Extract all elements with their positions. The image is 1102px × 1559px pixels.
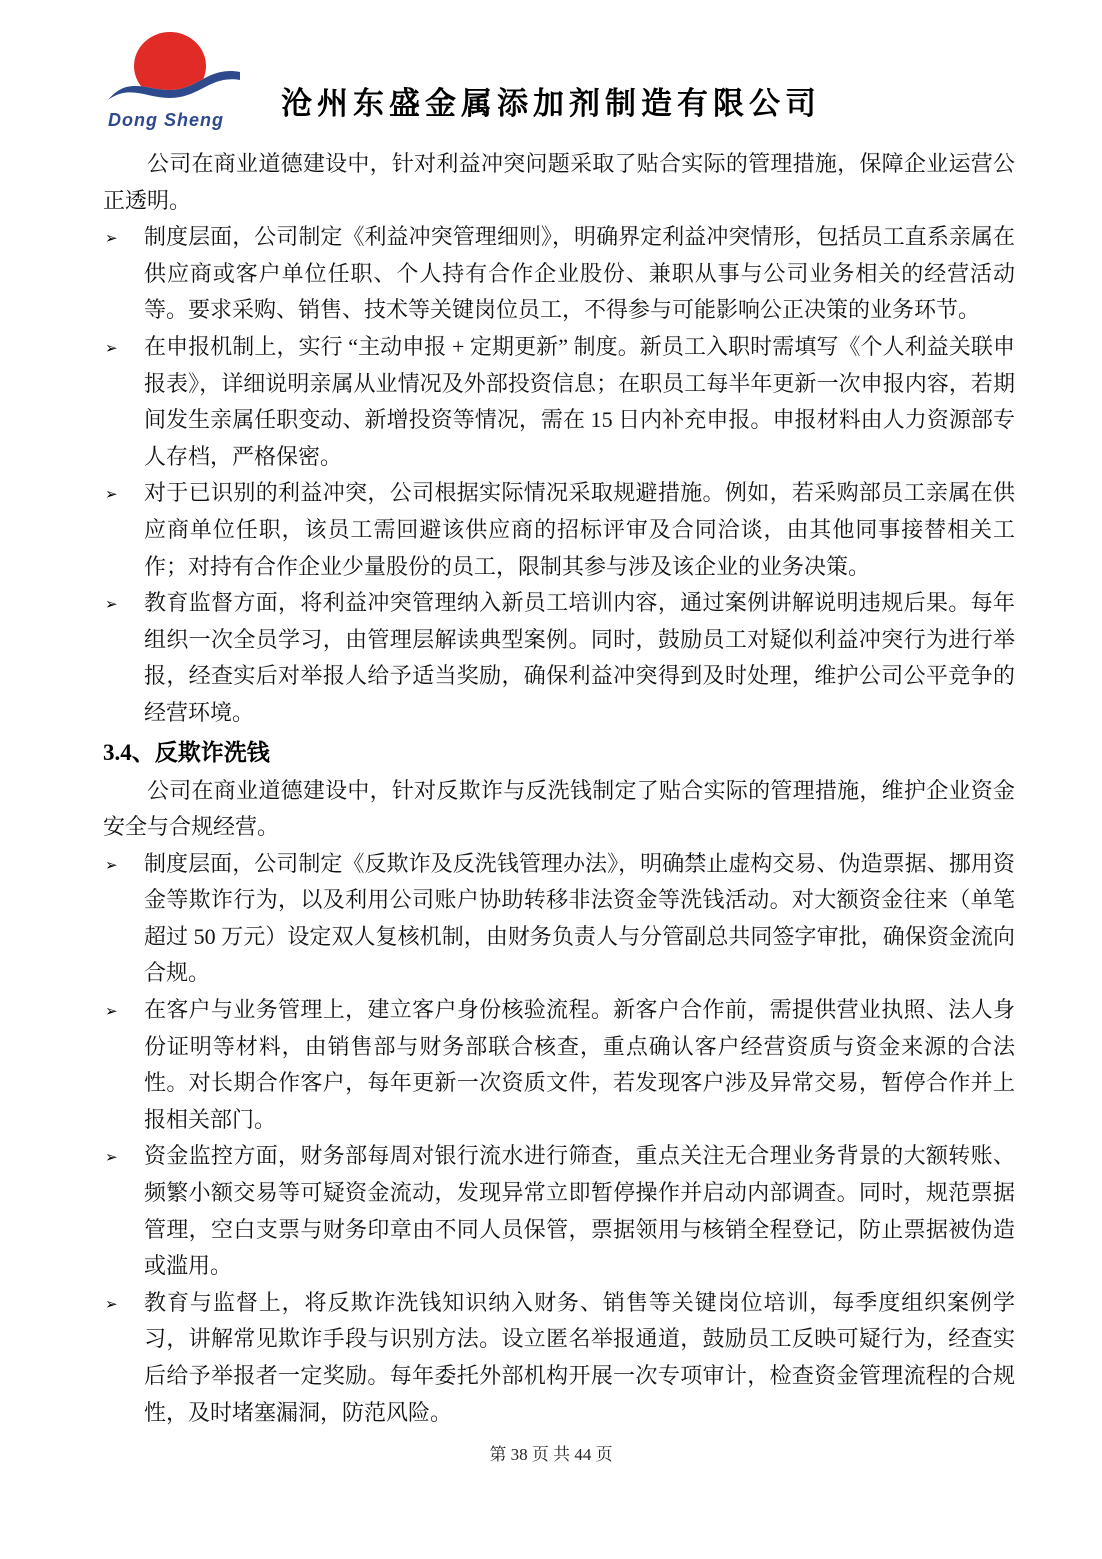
list-item [103, 1138, 1015, 1284]
arrow-bullet-icon: ➢ [105, 1148, 118, 1167]
list-item [103, 329, 1015, 475]
conflict-bullet-list [103, 219, 1015, 731]
bullet-text: 在申报机制上，实行 “主动申报 + 定期更新” 制度。新员工入职时需填写《个人利益关联申报表》，详细说明亲属从业情况及外部投资信息；在职员工每半年更新一次申报内容，若期间发生亲属任职变动、新增投资等情况，需在 15 日内补充申报。申报材料由人力资源部专人存档，严格保密。 [144, 333, 1015, 469]
section-number: 3.4、 [103, 739, 155, 765]
page-number-footer: 第 38 页 共 44 页 [489, 1445, 613, 1464]
arrow-bullet-icon: ➢ [105, 855, 118, 874]
fraud-intro-paragraph: 公司在商业道德建设中，针对反欺诈与反洗钱制定了贴合实际的管理措施，维护企业资金安全与合规经营。 [103, 777, 1015, 840]
arrow-bullet-icon: ➢ [105, 595, 118, 614]
company-name-title: 沧州东盛金属添加剂制造有限公司 [281, 86, 821, 121]
logo-text: Dong Sheng [108, 110, 224, 130]
fraud-bullet-list [103, 846, 1015, 1432]
conflict-intro-paragraph: 公司在商业道德建设中，针对利益冲突问题采取了贴合实际的管理措施，保障企业运营公正透明。 [103, 151, 1015, 213]
arrow-bullet-icon: ➢ [105, 229, 118, 248]
list-item [103, 846, 1015, 992]
list-item [103, 1285, 1015, 1431]
list-item [103, 585, 1015, 731]
arrow-bullet-icon: ➢ [105, 1294, 118, 1313]
bullet-text: 制度层面，公司制定《利益冲突管理细则》，明确界定利益冲突情形，包括员工直系亲属在供应商或客户单位任职、个人持有合作企业股份、兼职从事与公司业务相关的经营活动等。要求采购、销售、技术等关键岗位员工，不得参与可能影响公正决策的业务环节。 [144, 224, 1015, 323]
bullet-text: 制度层面，公司制定《反欺诈及反洗钱管理办法》，明确禁止虚构交易、伪造票据、挪用资金等欺诈行为，以及利用公司账户协助转移非法资金等洗钱活动。对大额资金往来（单笔超过 50 万元）设定双人复核机制，由财务负责人与分管副总共同签字审批，确保资金流向合规。 [144, 850, 1015, 986]
list-item [103, 992, 1015, 1138]
section-title: 反欺诈洗钱 [154, 738, 270, 765]
section-heading-3-4 [103, 732, 1015, 773]
list-item [103, 219, 1015, 329]
list-item [103, 475, 1015, 585]
bullet-text: 教育与监督上，将反欺诈洗钱知识纳入财务、销售等关键岗位培训，每季度组织案例学习，讲解常见欺诈手段与识别方法。设立匿名举报通道，鼓励员工反映可疑行为，经查实后给予举报者一定奖励。每年委托外部机构开展一次专项审计，检查资金管理流程的合规性，及时堵塞漏洞，防范风险。 [144, 1289, 1015, 1425]
bullet-text: 教育监督方面，将利益冲突管理纳入新员工培训内容，通过案例讲解说明违规后果。每年组织一次全员学习，由管理层解读典型案例。同时，鼓励员工对疑似利益冲突行为进行举报，经查实后对举报人给予适当奖励，确保利益冲突得到及时处理，维护公司公平竞争的经营环境。 [144, 590, 1015, 725]
arrow-bullet-icon: ➢ [105, 338, 118, 357]
arrow-bullet-icon: ➢ [105, 485, 118, 504]
arrow-bullet-icon: ➢ [105, 1002, 118, 1021]
bullet-text: 在客户与业务管理上，建立客户身份核验流程。新客户合作前，需提供营业执照、法人身份证明等材料，由销售部与财务部联合核查，重点确认客户经营资质与资金来源的合法性。对长期合作客户，每年更新一次资质文件，若发现客户涉及异常交易，暂停合作并上报相关部门。 [144, 997, 1015, 1132]
bullet-text: 资金监控方面，财务部每周对银行流水进行筛查，重点关注无合理业务背景的大额转账、频繁小额交易等可疑资金流动，发现异常立即暂停操作并启动内部调查。同时，规范票据管理，空白支票与财务印章由不同人员保管，票据领用与核销全程登记，防止票据被伪造或滥用。 [144, 1143, 1015, 1279]
bullet-text: 对于已识别的利益冲突，公司根据实际情况采取规避措施。例如，若采购部员工亲属在供应商单位任职，该员工需回避该供应商的招标评审及合同洽谈，由其他同事接替相关工作；对持有合作企业少量股份的员工，限制其参与涉及该企业的业务决策。 [144, 480, 1015, 579]
document-body [103, 146, 1015, 1431]
